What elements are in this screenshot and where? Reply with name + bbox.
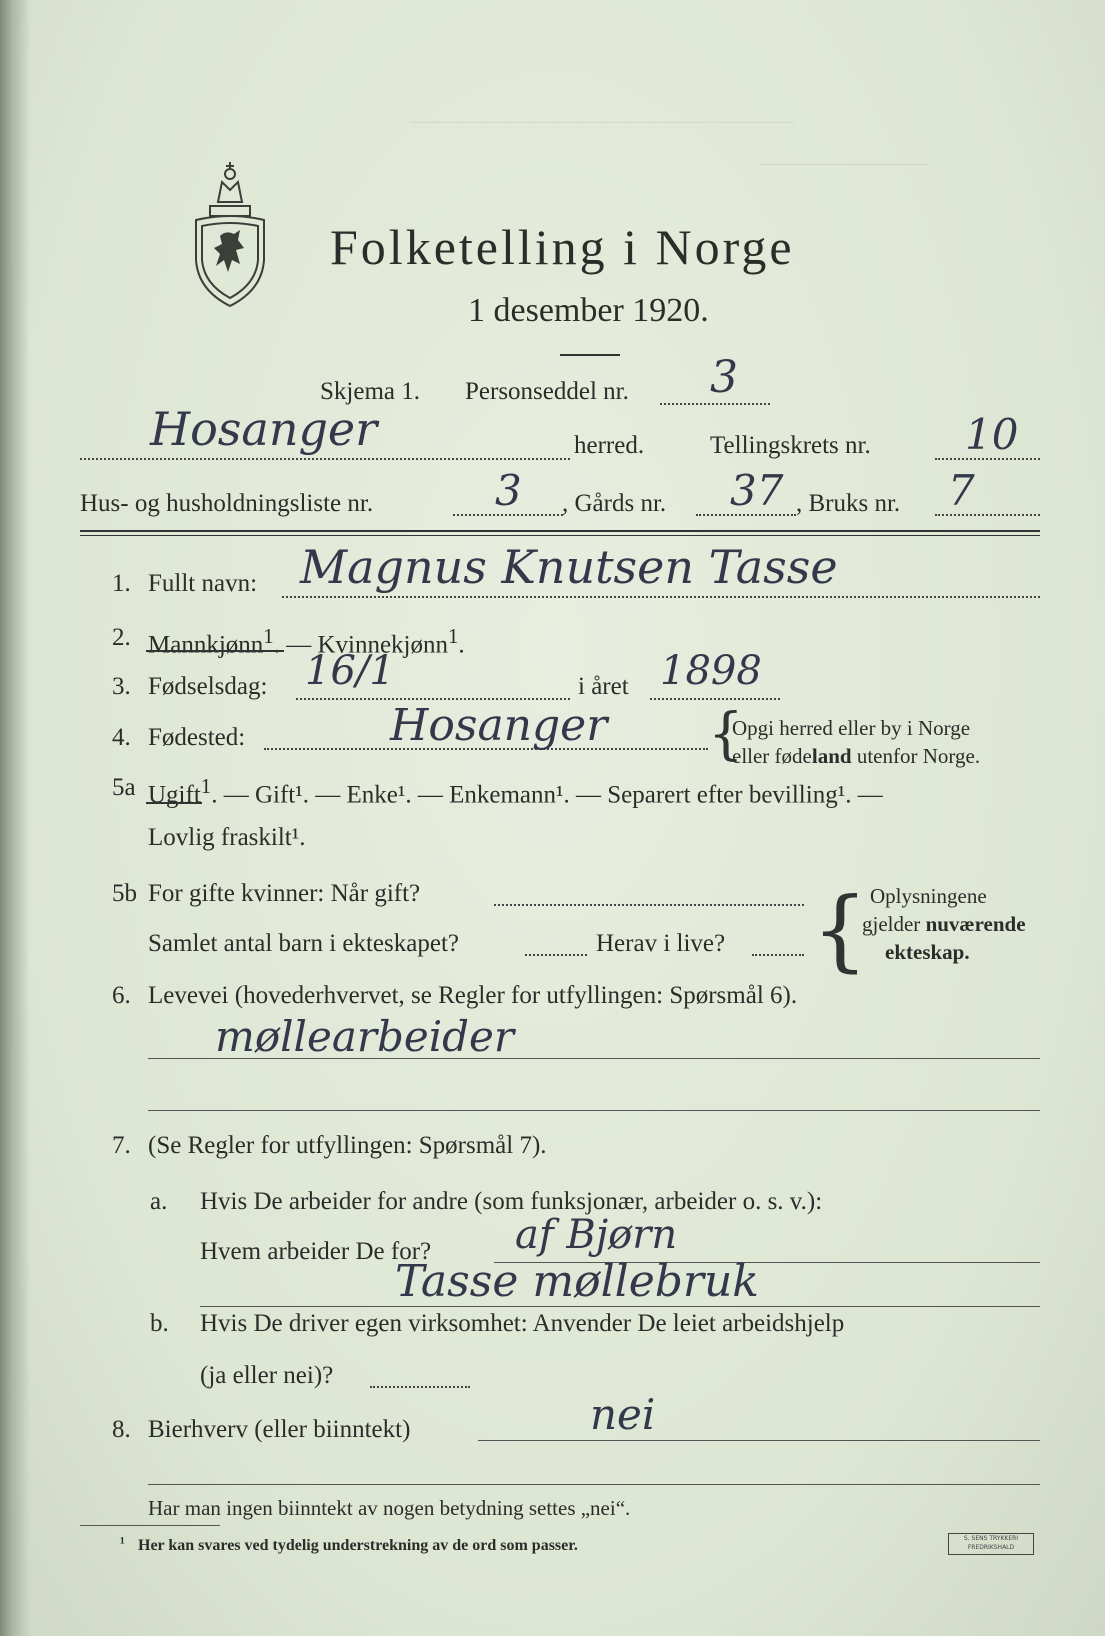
q2-separator: . — [273,631,318,659]
footnote-text: Her kan svares ved tydelig understrekning av de ord som passer. [138,1537,578,1554]
birth-date-value[interactable]: 16/1 [305,648,395,694]
q7b-letter: b. [150,1310,169,1337]
q7b-line [370,1386,470,1388]
bleed-through: ———————————————— [410,108,794,134]
q5b-line2b: Herav i live? [596,930,726,957]
q6-number: 6. [112,982,131,1009]
q2-end: . [458,631,465,659]
q6-line2 [148,1110,1040,1111]
printer-stamp: S. SENS TRYKKERI FREDRIKSHALD [948,1533,1034,1555]
birthplace-value[interactable]: Hosanger [390,700,608,751]
option-ugift[interactable]: Ugift [148,781,201,809]
header-divider-thin [80,535,1040,536]
page-title: Folketelling i Norge [330,219,795,275]
q3-year-line [650,698,780,700]
bleed-through: ——————— [760,150,928,176]
q1-line [282,596,1040,598]
q8-number: 8. [112,1416,131,1443]
q5a-number: 5a [112,774,136,801]
q7a-sub: Hvem arbeider De for? [200,1238,432,1265]
q4-note-line1: Opgi herred eller by i Norge [732,716,971,740]
hus-label: Hus- og husholdningsliste nr. [80,490,374,517]
q2-options: Mannkjønn$^1$. — Kvinnekjønn$^1$. [148,624,465,659]
q7-label: (Se Regler for utfyllingen: Spørsmål 7). [148,1132,547,1159]
q4-bracket: { [708,702,744,767]
q6-label: Levevei (hovederhvervet, se Regler for utfyllingen: Spørsmål 6). [148,982,798,1009]
gards-label: , Gårds nr. [562,490,667,517]
q5a-line2[interactable]: Lovlig fraskilt¹. [148,824,306,851]
q3-year-label: i året [578,673,629,700]
tellingskrets-label: Tellingskrets nr. [710,432,871,459]
gards-value[interactable]: 37 [730,466,784,515]
personseddel-value[interactable]: 3 [710,352,738,403]
q8-label: Bierhverv (eller biinntekt) [148,1416,411,1443]
q5a-other-options[interactable]: . — Gift¹. — Enke¹. — Enkemann¹. — Separert efter bevilling¹. — [211,781,883,809]
q4-note-line2: eller fødeland utenfor Norge. [732,744,981,768]
footnote-rule [80,1525,220,1526]
q1-label: Fullt navn: [148,570,258,597]
q5b-bracket: { [812,878,868,981]
q4-number: 4. [112,724,131,751]
q5b-married-line [494,904,804,906]
herred-value[interactable]: Hosanger [150,402,378,456]
norwegian-lion-crest-icon [188,160,272,310]
q8-line1 [478,1440,1040,1441]
census-date: 1 desember 1920. [468,292,709,329]
q7-number: 7. [112,1132,131,1159]
option-mannkjonn[interactable]: Mannkjønn [148,631,264,659]
personseddel-label: Personseddel nr. [465,378,629,405]
q3-number: 3. [112,673,131,700]
q5b-note-line3: ekteskap. [885,940,970,964]
option-kvinnekjonn[interactable]: Kvinnekjønn [317,631,448,659]
tellingskrets-value[interactable]: 10 [965,410,1019,459]
q5b-number: 5b [112,880,137,907]
side-income-value[interactable]: nei [590,1390,656,1439]
employer-value-line2[interactable]: Tasse møllebruk [395,1256,759,1307]
footnote-mark: ¹ [120,1535,125,1552]
q4-label: Fødested: [148,724,246,751]
q7a-letter: a. [150,1188,168,1215]
q5b-children-line [525,954,587,956]
title-divider [560,354,620,356]
q3-label: Fødselsdag: [148,673,268,700]
herred-line [80,458,570,460]
footer-note: Har man ingen biinntekt av nogen betydning settes „nei“. [148,1496,631,1520]
hus-value[interactable]: 3 [495,466,522,515]
personseddel-line [660,403,770,405]
skjema-label: Skjema 1. [320,378,420,405]
q7b-sub: (ja eller nei)? [200,1362,334,1389]
ugift-underline [146,802,202,804]
birth-year-value[interactable]: 1898 [660,648,762,694]
employer-value-line1[interactable]: af Bjørn [515,1212,678,1258]
q5b-line2a: Samlet antal barn i ekteskapet? [148,930,459,957]
q2-number: 2. [112,624,131,651]
q5b-note-line1: Oplysningene [870,884,987,908]
q8-line2 [148,1484,1040,1485]
q7b-text: Hvis De driver egen virksomhet: Anvender De leiet arbeidshjelp [200,1310,845,1337]
occupation-value[interactable]: møllearbeider [215,1012,514,1061]
q1-number: 1. [112,570,131,597]
herred-label: herred. [574,432,645,459]
header-divider [80,530,1040,532]
full-name-value[interactable]: Magnus Knutsen Tasse [300,540,838,594]
q5b-alive-line [752,954,804,956]
q5b-line1: For gifte kvinner: Når gift? [148,880,421,907]
q7a-text: Hvis De arbeider for andre (som funksjonær, arbeider o. s. v.): [200,1188,823,1215]
q5b-note-line2: gjelder nuværende [862,912,1026,936]
bruks-label: , Bruks nr. [796,490,901,517]
bruks-value[interactable]: 7 [948,466,975,515]
page-edge-shadow [0,0,30,1636]
mannkjonn-underline [146,650,284,652]
q5a-options: Ugift$^1$. — Gift¹. — Enke¹. — Enkemann¹. — Separert efter bevilling¹. — [148,774,883,809]
